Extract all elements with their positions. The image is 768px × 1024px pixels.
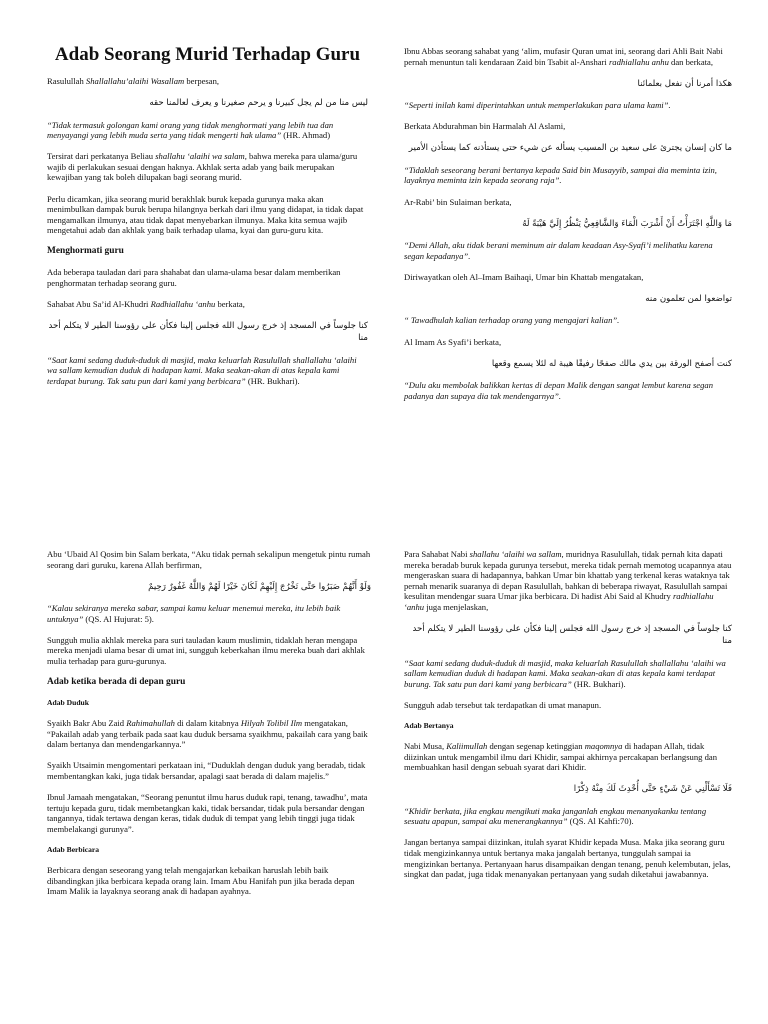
text: Radhiallahu ‘anhu	[150, 299, 216, 310]
paragraph	[47, 299, 368, 310]
page2-left-column	[47, 549, 371, 907]
arabic-quote: مَا وَاللَّهِ اجْتَرَأْتُ أَنْ أَشْرَبَ الْمَاءَ وَالشَّافِعِيُّ يَنْظُرُ إِلَيَّ هَيْبَةً لَهُ	[522, 218, 732, 229]
paragraph: Ada beberapa tauladan dari para shahabat dan ulama-ulama besar dalam memberikan penghormatan terhadap seorang guru.	[47, 267, 341, 289]
paragraph: Perlu dicamkan, jika seorang murid berakhlak buruk kepada gurunya maka akan menimbulkan dampak buruk berupa hilangnya berkah dari ilmu yang didapat, ia tidak dapat mengamalkan ilmunya, atau tidak dapat menyebarkan ilmunya. Maka kita semua wajib mengetahui adab dan akhlak yang baik terhadap ulama, kyai dan guru-guru kita.	[47, 193, 364, 236]
paragraph: Berkata Abdurahman bin Harmalah Al Aslami,	[404, 121, 566, 132]
document-page-2	[0, 512, 768, 1024]
citation: (QS. Al Hujurat: 5).	[83, 613, 154, 624]
text: Tersirat dari perkatanya Beliau	[47, 151, 156, 162]
section-heading: Adab ketika berada di depan guru	[47, 677, 186, 688]
text: Hilyah Tolibil Ilm	[240, 718, 303, 729]
quote-text: “Khidir berkata, jika engkau mengikuti maka janganlah engkau menanyakanku tentang sesuatu apapun, sampai aku menerangkannya”	[404, 805, 707, 827]
arabic-hadith: ليس منا من لم يجل كبيرنا و يرحم صغيرنا و يعرف لعالمنا حقه	[149, 98, 368, 109]
page2-right-column	[404, 549, 732, 890]
text: Para Sahabat Nabi	[404, 549, 470, 559]
paragraph: Ar-Rabi’ bin Sulaiman berkata,	[404, 196, 512, 207]
subsection-heading: Adab Berbicara	[47, 845, 100, 854]
text: , muridnya Rasulullah, tidak pernah kita dapati mereka beradab buruk kepada gurunya tersebut, mereka tidak pernah memotog ucapannya atau mengeraskan suara di hadapannya, bahkan Umar bin khattab yang terkenal keras wataknya tak pernah menarik suaranya di depan Rasulullah, bahkan di beberapa riwayat, Rasulullah sampai kesulitan mendengar suara Umar jika berbicara. Di hadist Abi Said al Khudry	[404, 549, 732, 602]
text: shallahu ‘alaihi wa salam	[155, 151, 245, 162]
paragraph: Ibnul Jamaah mengatakan, “Seorang penuntut ilmu harus duduk rapi, tenang, tawadhu’, mata tertuju kepada guru, tidak membetangkan kaki, tidak bersandar, tidak pula bersandar dengan tangannya, tidak tertawa dengan keras, tidak duduk di tempat yang lebih tinggi juga tidak membelakangi gurunya”.	[47, 792, 368, 834]
text: Rasulullah	[47, 76, 86, 86]
arabic-hadith: كنا جلوساً في المسجد إذ خرج رسول الله فجلس إلينا فكأن على رؤوسنا الطير لا يتكلم أحد منا	[48, 321, 368, 344]
paragraph	[47, 76, 368, 87]
citation: (QS. Al Kahfi:70).	[567, 816, 634, 827]
arabic-verse: فَلَا تَسْأَلْنِي عَنْ شَيْءٍ حَتَّى أُحْدِثَ لَكَ مِنْهُ ذِكْرًا	[573, 784, 732, 795]
quote	[47, 603, 371, 624]
citation: (HR. Ahmad)	[281, 130, 331, 141]
arabic-quote: هكذا أمرنا أن نفعل بعلمائنا	[637, 78, 732, 89]
text: radhiallahu ‘anhu	[404, 591, 714, 612]
paragraph: Sungguh adab tersebut tak terdapatkan di umat manapun.	[404, 699, 602, 710]
page1-right-column	[404, 46, 732, 412]
paragraph: Abu ‘Ubaid Al Qosim bin Salam berkata, “Aku tidak pernah sekalipun mengetuk pintu rumah seorang dari guruku, karena Allah berfirman,	[47, 549, 371, 570]
text: Nabi Musa,	[404, 740, 447, 751]
arabic-verse: وَلَوْ أَنَّهُمْ صَبَرُوا حَتَّى تَخْرُجَ إِلَيْهِمْ لَكَانَ خَيْرًا لَهُمْ وَاللَّهُ غَفُورٌ رَحِيمٌ	[148, 581, 371, 592]
text: dan berkata,	[668, 56, 714, 67]
subsection-heading: Adab Bertanya	[404, 720, 454, 730]
text: berkata,	[215, 299, 245, 310]
arabic-quote: كنت أصفح الورقة بين يدي مالك صفحًا رفيقًا هيبة له لئلا يسمع وقعها	[491, 358, 732, 369]
citation: (HR. Bukhari).	[571, 678, 626, 689]
paragraph	[404, 741, 732, 773]
text: mengatakan, “Pakailah adab yang terbaik pada saat kau duduk bersama syaikhmu, pakailah cara yang baik dalam bertanya dan mendengarkannya.”	[47, 718, 368, 750]
subsection-heading: Adab Duduk	[47, 698, 90, 708]
quote	[47, 355, 368, 387]
quote-text: “Saat kami sedang duduk-duduk di masjid, maka keluarlah Rasulullah shallallahu ‘alaihi wa sallam kemudian duduk di hadapan kami. Maka seakan-akan di atas kepala kami terdapat burung. Tak satu pun dari kami yang berbicara”	[404, 657, 726, 689]
arabic-quote: ما كان إنسان يجترئ على سعيد بن المسيب يسأله عن شيء حتى يستأذنه كما يستأذن الأمير	[408, 143, 732, 154]
paragraph: Berbicara dengan seseorang yang telah mengajarkan kebaikan haruslah lebih baik dibandingkan jika berbicara kepada orang lain. Imam Abu Hanifah pun jika berada depan Imam Malik ia layaknya seorang anak di hadapan ayahnya.	[47, 865, 355, 897]
paragraph: Jangan bertanya sampai diizinkan, itulah syarat Khidir kepada Musa. Maka jika seorang guru tidak mengizinkannya untuk bertanya maka jangalah bertanya, tunggulah sampai ia mengizinkan bertanya. Pertanyaan harus disampaikan dengan tenang, penuh kelembutan, jelas, singkat dan padat, juga tidak menanyakan pertanyaan yang sudah diketahui jawabannya.	[404, 837, 731, 880]
text: radhiallahu anhu	[608, 56, 669, 67]
text: Kaliimullah	[446, 740, 488, 751]
text: Rahimahullah	[126, 718, 175, 729]
text: Syaikh Bakr Abu Zaid	[47, 718, 127, 729]
text: juga menjelaskan,	[424, 601, 489, 612]
paragraph	[47, 151, 368, 183]
quote	[404, 658, 732, 690]
arabic-hadith: كنا جلوساً في المسجد إذ خرج رسول الله فجلس إلينا فكأن على رؤوسنا الطير لا يتكلم أحد منا	[412, 624, 732, 647]
page1-left-column	[47, 44, 368, 397]
arabic-quote: تواضعوا لمن تعلمون منه	[645, 293, 732, 304]
quote	[404, 806, 732, 827]
quote-text: “Kalau sekiranya mereka sabar, sampai kamu keluar menemui mereka, itu lebih baik untuknya”	[47, 603, 341, 624]
document-title: Adab Seorang Murid Terhadap Guru	[54, 44, 361, 65]
paragraph	[47, 718, 371, 750]
text: , bahwa mereka para ulama/guru wajib di perlakukan sesuai dengan haknya. Akhlak serta adab yang baik merupakan kewajiban yang tak boleh dilupakan bagi seorang murid.	[47, 151, 358, 183]
section-heading: Menghormati guru	[47, 246, 124, 257]
citation: (HR. Bukhari).	[245, 375, 300, 386]
text: shallahu ‘alaihi wa sallam	[469, 549, 562, 559]
quote-text: “Seperti inilah kami diperintahkan untuk memperlakukan para ulama kami”.	[404, 100, 671, 111]
quote-text: “Dulu aku membolak balikkan kertas di depan Malik dengan sangat lembut karena segan padanya dan supaya dia tak mendengarnya”.	[404, 380, 714, 401]
quote-text: “Saat kami sedang duduk-duduk di masjid, maka keluarlah Rasulullah shallallahu ‘alaihi wa sallam kemudian duduk di hadapan kami. Maka seakan-akan di atas kepala kami terdapat burung. Tak satu pun dari kami yang berbicara”	[47, 354, 357, 386]
quote-text: “Tidak termasuk golongan kami orang yang tidak menghormati yang lebih tua dan menyayangi yang lebih muda serta yang tidak mengerti hak ulama”	[47, 119, 334, 141]
text: dengan segenap ketinggian	[487, 740, 585, 751]
quote	[47, 120, 368, 141]
paragraph: Diriwayatkan oleh Al–Imam Baihaqi, Umar bin Khattab mengatakan,	[404, 271, 644, 282]
text: di dalam kitabnya	[174, 718, 241, 729]
paragraph: Al Imam As Syafi’i berkata,	[404, 336, 502, 347]
text: Sahabat Abu Sa’id Al-Khudri	[47, 299, 151, 310]
text: di hadapan Allah, tidak diizinkan untuk mengambil ilmu dari Khidir, sampai akhirnya percakapan berlangsung dan membuahkan hasil dengan sebuah syarat dari Khidir.	[404, 740, 718, 773]
paragraph	[404, 46, 732, 67]
text: berpesan,	[184, 76, 220, 86]
text: maqomnya	[584, 740, 623, 751]
paragraph	[404, 549, 732, 613]
quote-text: “ Tawadhulah kalian terhadap orang yang mengajari kalian”.	[404, 315, 620, 326]
text: Shallallahu’alaihi Wasallam	[85, 76, 185, 86]
text: Ibnu Abbas seorang sahabat yang ‘alim, mufasir Quran umat ini, seorang dari Ahli Bait Nabi pernah menuntun tali kendaraan Zaid bin Tsabit al-Anshari	[404, 46, 723, 67]
quote-text: “Demi Allah, aku tidak berani meminum air dalam keadaan Asy-Syafi’i melihatku karena segan kepadanya”.	[404, 240, 713, 261]
paragraph: Sungguh mulia akhlak mereka para suri tauladan kaum muslimin, tidaklah heran mengapa mereka menjadi ulama besar di umat ini, sungguh keberkahan ilmu mereka buah dari akhlak mulia terhadap para guru-gurunya.	[47, 634, 365, 667]
quote-text: “Tidaklah seseorang berani bertanya kepada Said bin Musayyib, sampai dia meminta izin, layaknya meminta izin kepada seorang raja”.	[404, 164, 717, 186]
paragraph: Syaikh Utsaimin mengomentari perkataan ini, “Duduklah dengan duduk yang beradab, tidak membentangkan kaki, juga tidak bersandar, apalagi saat berada di dalam majelis.”	[47, 760, 366, 782]
